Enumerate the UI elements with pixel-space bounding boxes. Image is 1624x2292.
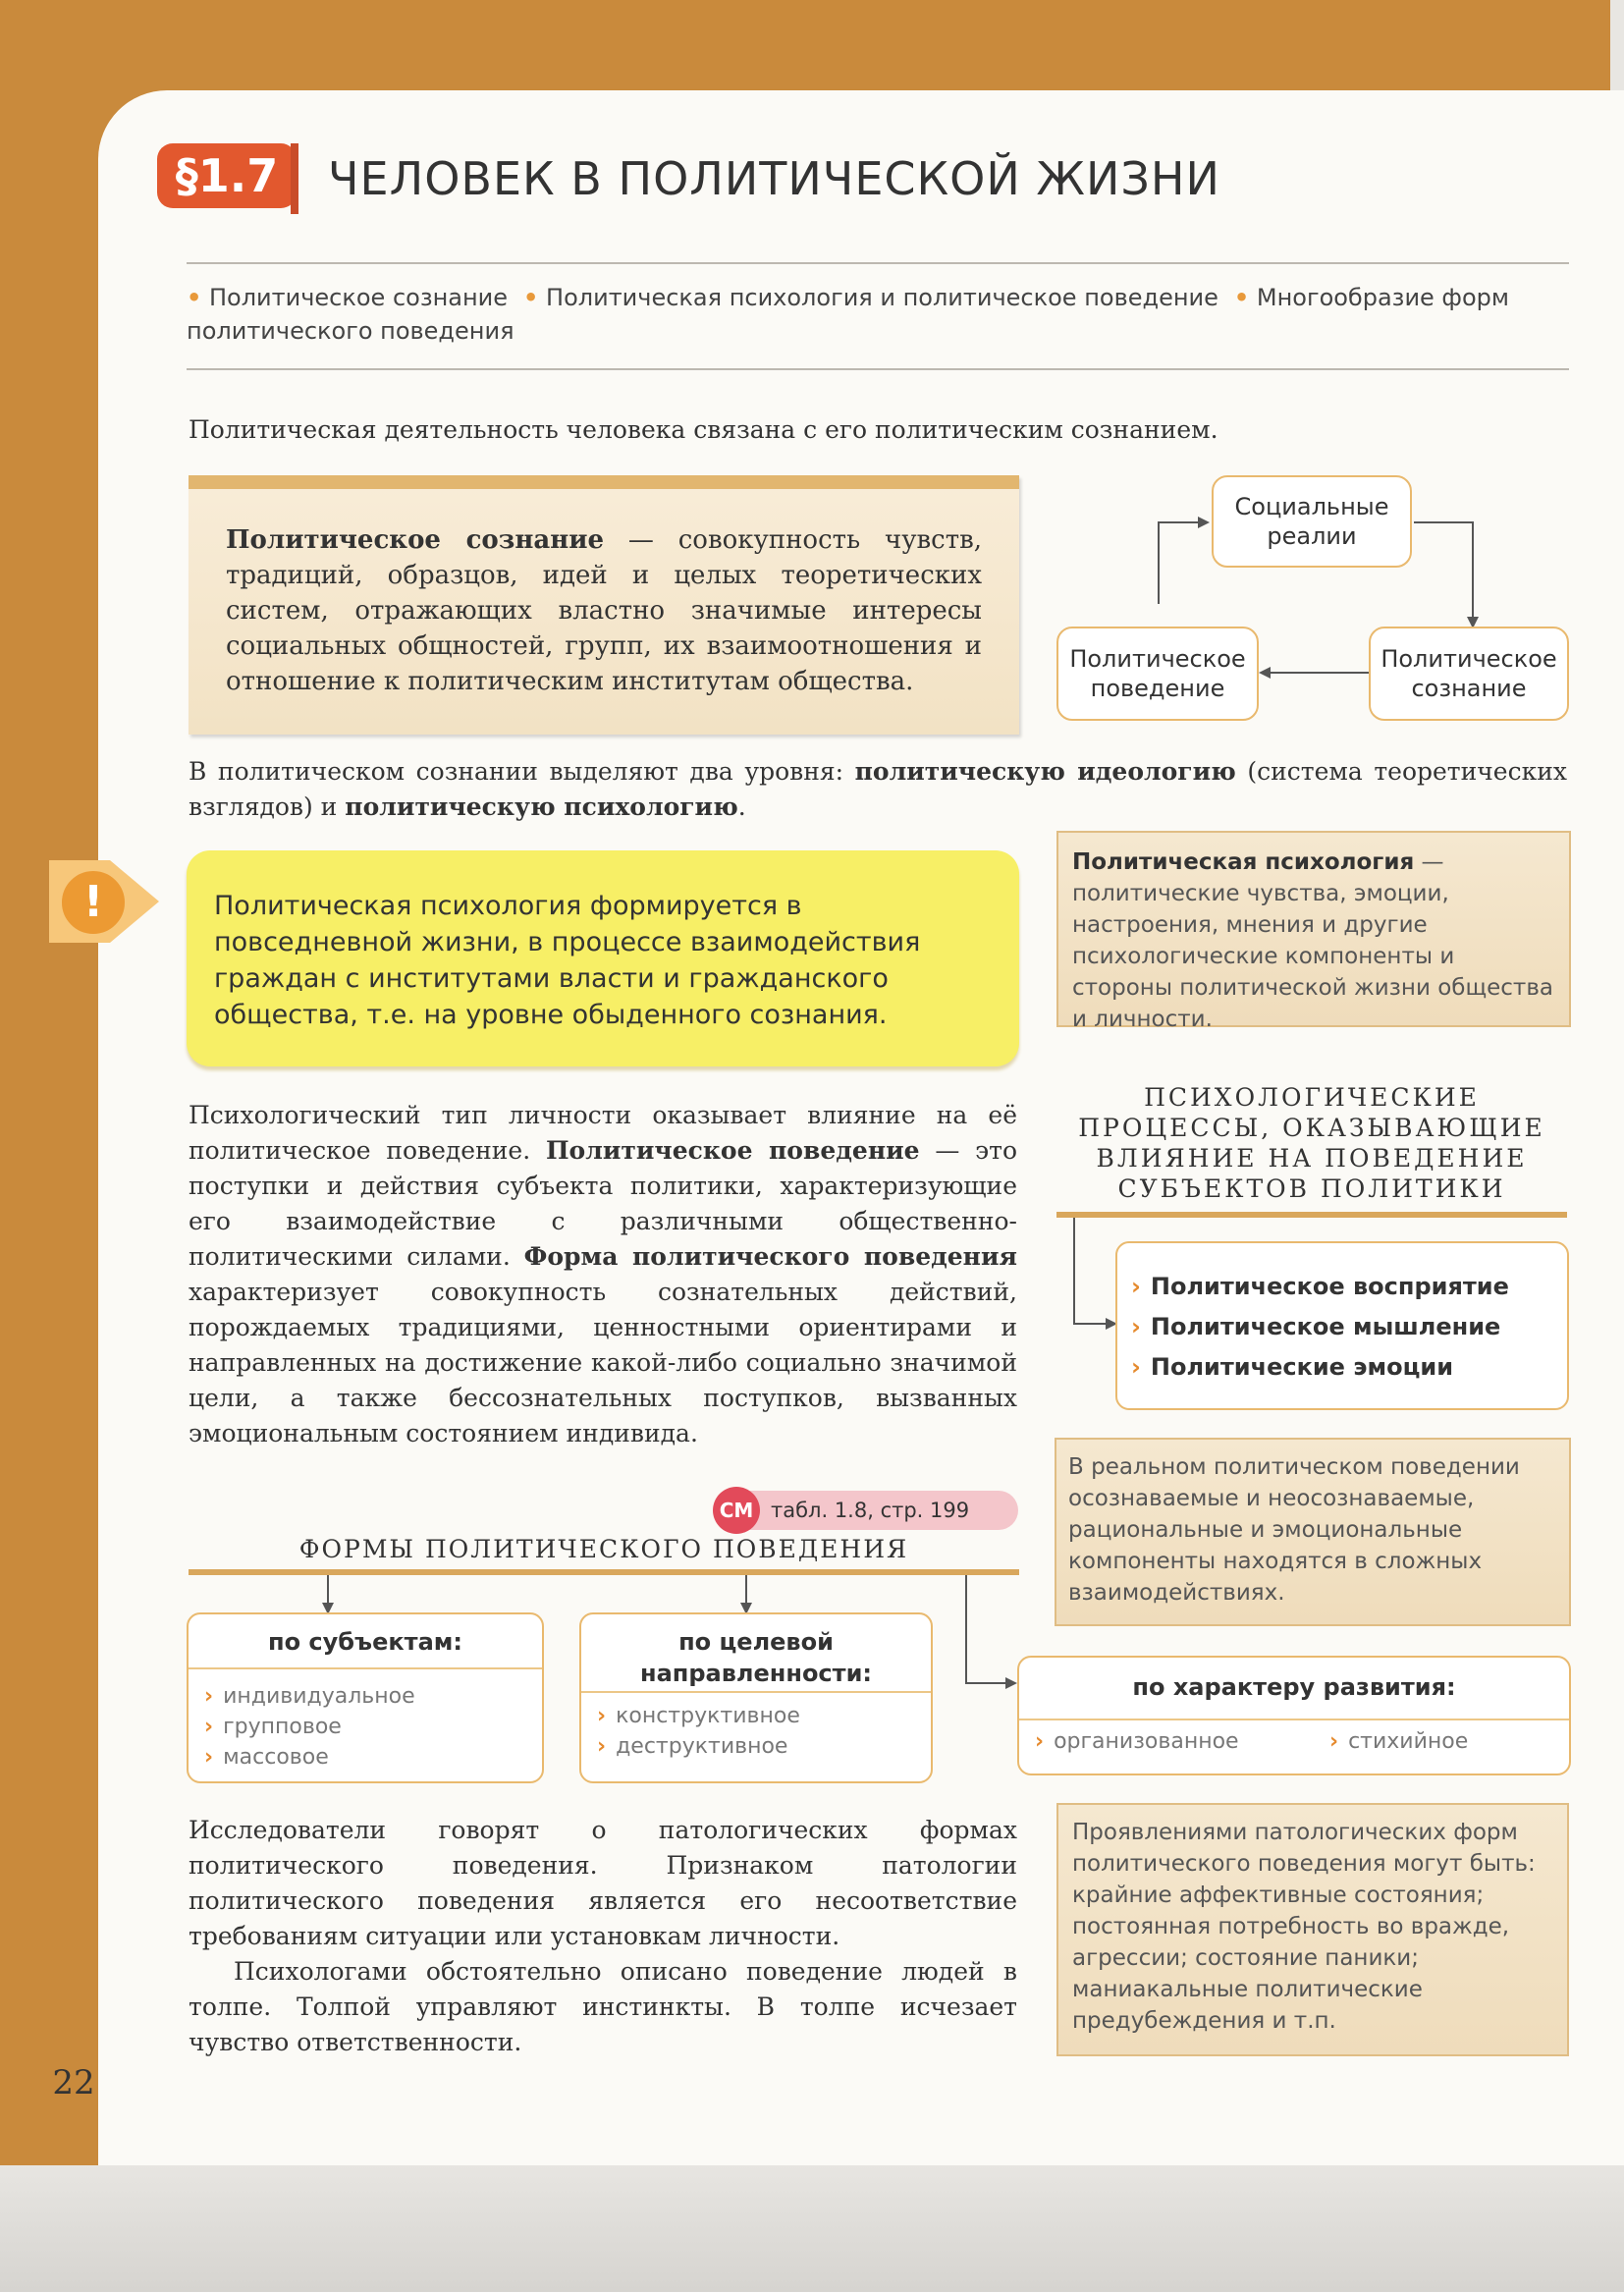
form-card-goal	[579, 1612, 933, 1783]
crowd-paragraph: Психологами обстоятельно описано поведение людей в толпе. Толпой управляют инстинкты. В толпе исчезает чувство ответственности.	[189, 1957, 1017, 2056]
form-card-development	[1017, 1656, 1571, 1775]
text-run: — это поступки и действия субъекта политики, характеризующие его взаимодействие с различными общественно-политическими силами.	[189, 1136, 1017, 1271]
highlight-box	[187, 850, 1019, 1066]
chevron-right-icon: ›	[1131, 1313, 1141, 1340]
list-item	[204, 1712, 415, 1742]
list-item-label: индивидуальное	[223, 1684, 415, 1709]
text-run: характеризует совокупность сознательных действий, порождаемых традициями, ценностными ориентирами и направленных на достижение какой-либо социально значимой цели, а также бессознательных поступков, вызванных эмоциональным состоянием индивида.	[189, 1278, 1017, 1447]
divider-bottom	[187, 368, 1569, 370]
list-item	[1035, 1726, 1239, 1757]
term-behavior: Политическое поведение	[545, 1136, 920, 1165]
text-run: В политическом сознании выделяют два уровня:	[189, 757, 855, 786]
node-political-behavior: Политическое поведение	[1056, 627, 1259, 721]
processes-rule	[1056, 1212, 1567, 1218]
term-behavior-form: Форма политического поведения	[523, 1242, 1017, 1271]
pathology-paragraph: Исследователи говорят о патологических формах политического поведения. Признаком патологии политического поведения является его несоответствие требованиям ситуации или установкам личности.	[189, 1816, 1017, 1950]
chevron-right-icon: ›	[1131, 1353, 1141, 1381]
list-item	[204, 1742, 415, 1773]
definition-box-psychology	[1056, 831, 1571, 1032]
definition-body: — политические чувства, эмоции, настроения, мнения и другие психологические компоненты и стороны политической жизни общества и личности.	[1072, 849, 1553, 1032]
definition-box-consciousness	[189, 475, 1019, 735]
page-number: 22	[52, 2063, 95, 2102]
processes-title: ПСИХОЛОГИЧЕСКИЕ ПРОЦЕССЫ, ОКАЗЫВАЮЩИЕ ВЛИЯНИЕ НА ПОВЕДЕНИЕ СУБЪЕКТОВ ПОЛИТИКИ	[1078, 1083, 1545, 1203]
chapter-badge: §1.7	[157, 143, 297, 208]
definition-term: Политическое сознание	[226, 525, 605, 555]
note-text: В реальном политическом поведении осознаваемые и неосознаваемые, рациональные и эмоциональные компоненты находятся в сложных взаимодействиях.	[1068, 1454, 1520, 1606]
list-item	[597, 1731, 800, 1762]
topic-item: Политическое сознание	[208, 284, 509, 311]
list-item-label: массовое	[223, 1745, 329, 1770]
chevron-right-icon: ›	[204, 1684, 214, 1709]
definition-text	[226, 522, 982, 699]
chevron-right-icon: ›	[204, 1715, 214, 1739]
list-item-label: конструктивное	[616, 1704, 800, 1728]
term-ideology: политическую идеологию	[854, 757, 1236, 786]
node-political-consciousness: Политическое сознание	[1369, 627, 1569, 721]
list-item-label: организованное	[1054, 1729, 1239, 1754]
highlight-text: Политическая психология формируется в повседневной жизни, в процессе взаимодействия граждан с институтами власти и гражданского общества, т.е. на уровне обыденного сознания.	[214, 891, 921, 1030]
definition-text	[1072, 846, 1557, 1035]
bullet-dot-icon: •	[514, 284, 539, 311]
text-run: (система теоретических взглядов) и	[189, 757, 1567, 821]
processes-list	[1115, 1241, 1569, 1410]
see-also-badge[interactable]: СМ	[713, 1487, 760, 1534]
list-item	[1131, 1267, 1509, 1307]
list-item	[204, 1681, 415, 1712]
term-psychology: политическую психологию	[345, 792, 738, 821]
form-card-subjects	[187, 1612, 544, 1783]
topic-item: Многообразие форм политического поведения	[187, 284, 1509, 345]
chapter-title: ЧЕЛОВЕК В ПОЛИТИЧЕСКОЙ ЖИЗНИ	[328, 152, 1220, 205]
list-item	[1131, 1347, 1509, 1388]
divider-top	[187, 262, 1569, 264]
chevron-right-icon: ›	[204, 1745, 214, 1770]
list-item-label: Политические эмоции	[1150, 1353, 1454, 1381]
see-also-text[interactable]: табл. 1.8, стр. 199	[771, 1499, 970, 1522]
chevron-right-icon: ›	[1131, 1273, 1141, 1300]
definition-term: Политическая психология	[1072, 849, 1415, 875]
chevron-right-icon: ›	[597, 1734, 607, 1759]
bullet-dot-icon: •	[1225, 284, 1250, 311]
definition-body: — совокупность чувств, традиций, образцов, идей и целых теоретических систем, отражающих властно значимые интересы социальных общностей, групп, их взаимоотношения и отношение к политическим институтам общества.	[226, 525, 982, 696]
real-behavior-note	[1055, 1438, 1571, 1626]
pathology-note	[1056, 1803, 1569, 2056]
card-heading: по характеру развития:	[1132, 1673, 1456, 1701]
list-item-label: стихийное	[1348, 1729, 1469, 1754]
text-run: Психологический тип личности оказывает влияние на её политическое поведение.	[189, 1101, 1017, 1165]
bullet-dot-icon: •	[187, 284, 202, 311]
list-item	[1131, 1307, 1509, 1347]
card-heading: по субъектам:	[268, 1628, 462, 1656]
behavior-paragraph	[189, 1098, 1017, 1451]
exclamation-icon: !	[57, 866, 130, 939]
list-item-label: групповое	[223, 1715, 342, 1739]
badge-divider	[291, 143, 298, 214]
chevron-right-icon: ›	[1329, 1729, 1339, 1754]
intro-paragraph: Политическая деятельность человека связана с его политическим сознанием.	[189, 415, 1218, 444]
topic-item: Политическая психология и политическое поведение	[546, 284, 1218, 311]
node-social-realities: Социальные реалии	[1212, 475, 1412, 568]
list-item	[1329, 1726, 1468, 1757]
levels-paragraph	[189, 754, 1567, 825]
topics-list	[187, 281, 1512, 348]
list-item	[597, 1701, 800, 1731]
list-item-label: Политическое восприятие	[1150, 1273, 1509, 1300]
note-text: Проявлениями патологических форм политического поведения могут быть: крайние аффективные состояния; постоянная потребность во вражде, агрессии; состояние паники; маниакальные политические предубеждения и т.п.	[1072, 1820, 1536, 2034]
bottom-margin	[0, 2165, 1624, 2292]
chevron-right-icon: ›	[1035, 1729, 1045, 1754]
text-run: .	[737, 792, 746, 821]
list-item-label: Политическое мышление	[1150, 1313, 1501, 1340]
list-item-label: деструктивное	[616, 1734, 788, 1759]
forms-title: ФОРМЫ ПОЛИТИЧЕСКОГО ПОВЕДЕНИЯ	[298, 1535, 909, 1563]
card-heading: по целевой направленности:	[640, 1628, 872, 1687]
chevron-right-icon: ›	[597, 1704, 607, 1728]
